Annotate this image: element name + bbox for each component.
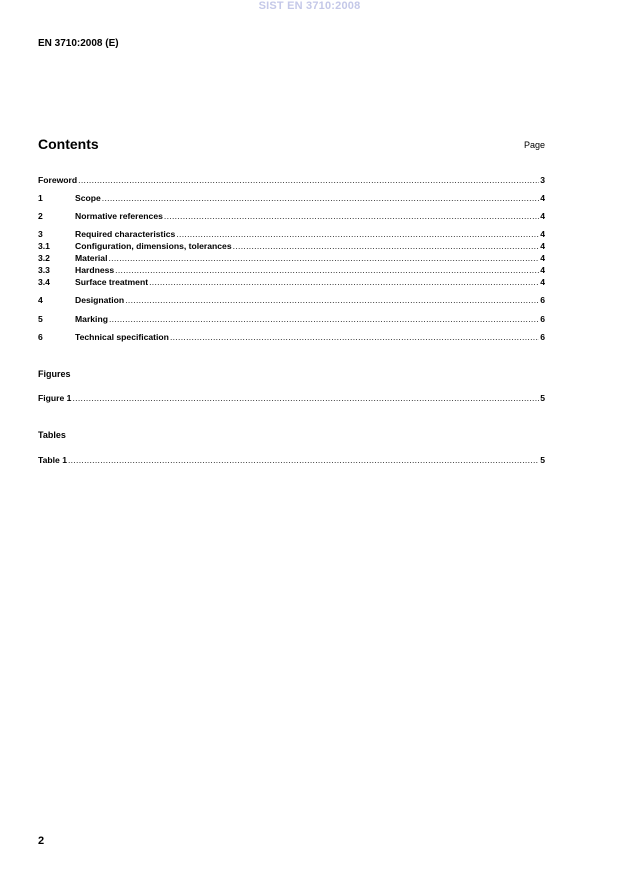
toc-entry-page: 4 [540,211,545,221]
toc-entry-hardness[interactable] [38,265,545,276]
toc-leader-dots [102,193,539,204]
contents-title: Contents [38,136,99,152]
toc-entry-foreword[interactable] [38,175,545,186]
toc-entry-number: 5 [38,314,43,324]
toc-entry-material[interactable] [38,253,545,264]
toc-entry-number: 6 [38,332,43,342]
toc-entry-number: 1 [38,193,43,203]
toc-leader-dots [233,241,540,252]
toc-entry-title: Marking [75,314,108,324]
toc-leader-dots [108,253,539,264]
toc-entry-page: 4 [540,265,545,275]
toc-entry-required-characteristics[interactable] [38,229,545,240]
toc-entry-number: 3.4 [38,277,50,287]
toc-entry-title: Hardness [75,265,115,275]
toc-entry-page: 6 [540,295,545,305]
toc-leader-dots [72,393,539,404]
toc-entry-number: 3 [38,229,43,239]
toc-entry-page: 4 [540,229,545,239]
toc-entry-title: Table 1 [38,455,67,465]
toc-leader-dots [109,314,539,325]
toc-entry-surface-treatment[interactable] [38,277,545,288]
watermark: SIST EN 3710:2008 [258,0,361,12]
toc-entry-page: 4 [540,277,545,287]
toc-entry-number: 3.3 [38,265,50,275]
toc-entry-title: Material [75,253,108,263]
toc-entry-title: Figure 1 [38,393,72,403]
document-id: EN 3710:2008 (E) [38,38,119,49]
toc-entry-normative-references[interactable] [38,211,545,222]
toc-entry-page: 6 [540,332,545,342]
toc-entry-number: 4 [38,295,43,305]
toc-entry-number: 3.2 [38,253,50,263]
toc-leader-dots [78,175,539,186]
toc-entry-page: 4 [540,193,545,203]
toc-entry-page: 5 [540,393,545,403]
toc-entry-title: Scope [75,193,101,203]
toc-leader-dots [170,332,539,343]
toc-leader-dots [125,295,539,306]
figures-heading: Figures [38,369,71,379]
toc-entry-title: Foreword [38,175,78,185]
toc-entry-title: Surface treatment [75,277,149,287]
toc-leader-dots [176,229,539,240]
toc-entry-scope[interactable] [38,193,545,204]
toc-entry-technical-specification[interactable] [38,332,545,343]
page-column-label: Page [523,140,545,150]
toc-entry-marking[interactable] [38,314,545,325]
toc-entry-page: 6 [540,314,545,324]
toc-entry-title: Required characteristics [75,229,176,239]
toc-entry-title: Normative references [75,211,163,221]
toc-entry-page: 4 [540,253,545,263]
toc-entry-title: Designation [75,295,125,305]
footer-page-number: 2 [38,835,45,847]
toc-leader-dots [115,265,539,276]
toc-leader-dots [149,277,539,288]
toc-entry-number: 2 [38,211,43,221]
toc-entry-table-1[interactable] [38,455,545,466]
toc-leader-dots [164,211,539,222]
toc-entry-configuration[interactable] [38,241,545,252]
toc-entry-title: Technical specification [75,332,169,342]
toc-entry-designation[interactable] [38,295,545,306]
toc-entry-figure-1[interactable] [38,393,545,404]
toc-entry-title: Configuration, dimensions, tolerances [75,241,232,251]
toc-leader-dots [68,455,539,466]
toc-entry-page: 4 [540,241,545,251]
toc-entry-page: 3 [540,175,545,185]
tables-heading: Tables [38,430,66,440]
toc-entry-number: 3.1 [38,241,50,251]
toc-entry-page: 5 [540,455,545,465]
